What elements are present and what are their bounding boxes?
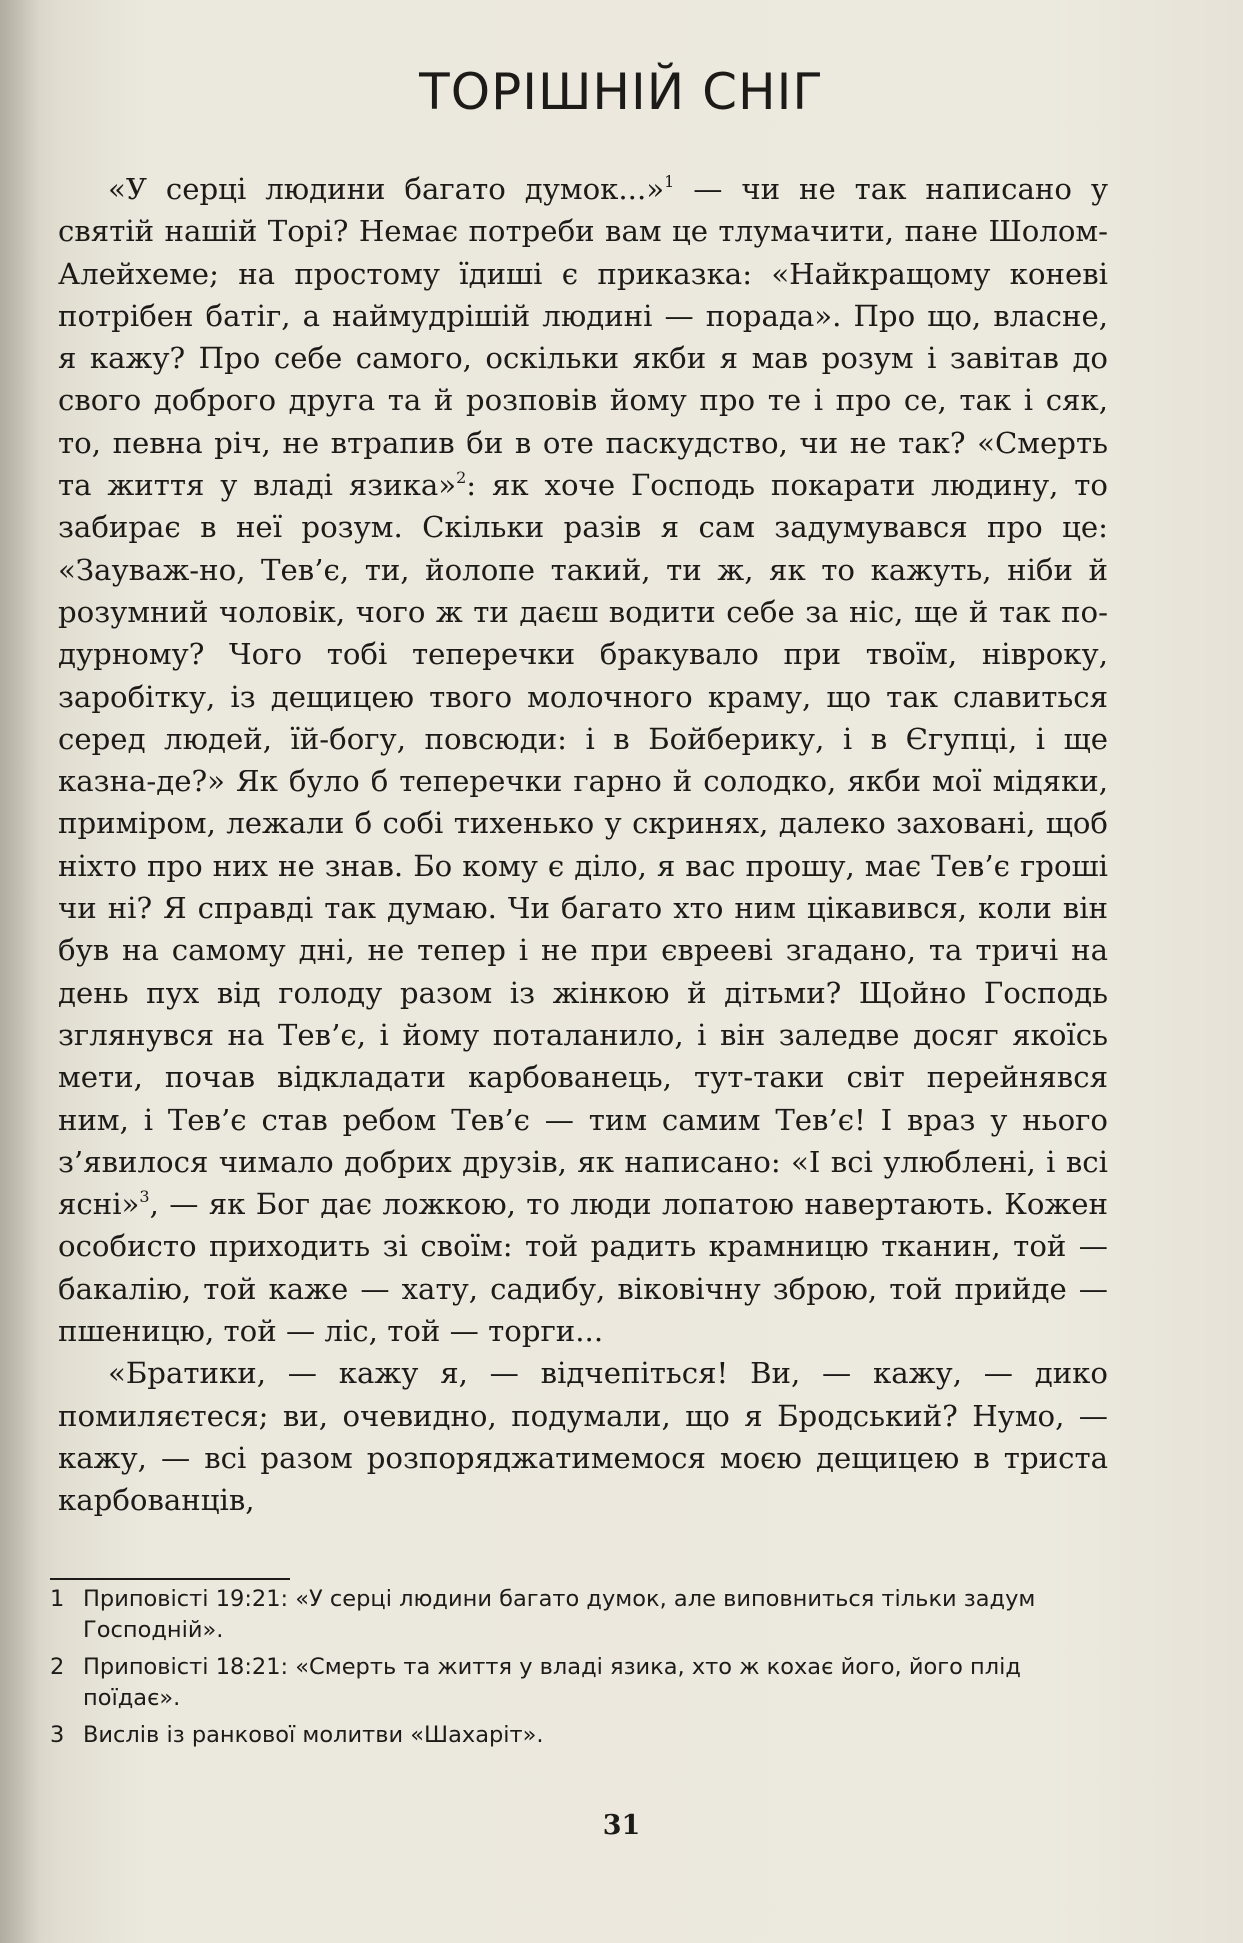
footnote-separator	[50, 1578, 290, 1580]
text-segment: — чи не так написано у святій нашій Торі? Немає потреби вам це тлумачити, пане Шолом-Алейхеме; на простому їдиші є приказка: «Найкращому коневі потрібен батіг, а наймудрішій людині — порада». Про що, власне, я кажу? Про себе самого, оскільки якби я мав розум і завітав до свого доброго друга та й розповів йому про те і про се, так і сяк, то, певна річ, не втрапив би в оте паскудство, чи не так? «Смерть та життя у владі язика»	[58, 172, 1108, 503]
footnote-text: Вислів із ранкової молитви «Шахаріт».	[83, 1722, 544, 1748]
footnote-number: 1	[50, 1586, 65, 1612]
page-gutter-shadow	[0, 0, 40, 1943]
page-number: 31	[602, 1810, 641, 1841]
footnote	[50, 1720, 1112, 1751]
chapter-title: ТОРІШНІЙ СНІГ	[419, 63, 824, 121]
footnote	[50, 1652, 1112, 1714]
footnote-number: 3	[50, 1722, 65, 1748]
footnote-number: 2	[50, 1654, 65, 1680]
footnote-ref-3: 3	[139, 1187, 150, 1207]
paragraph-1	[58, 168, 1108, 1352]
footnote	[50, 1584, 1112, 1646]
footnote-ref-1: 1	[664, 172, 675, 191]
text-segment: «Братики, — кажу я, — відчепіться! Ви, — кажу, — дико помиляєтеся; ви, очевидно, подумали, що я Бродський? Нумо, — кажу, — всі разом розпоряджатимемося моєю дещицею в триста карбованців,	[58, 1356, 1108, 1518]
body-text	[58, 168, 1108, 1522]
footnote-text: Приповісті 18:21: «Смерть та життя у владі язика, хто ж кохає його, його плід поїдає».	[83, 1654, 1021, 1711]
paragraph-2	[58, 1352, 1108, 1521]
text-segment: , — як Бог дає ложкою, то люди лопатою навертають. Кожен особисто приходить зі своїм: той радить крамницю тканин, той — бакалію, той каже — хату, садибу, віковічну зброю, той прийде — пшеницю, той — ліс, той — торги...	[58, 1187, 1108, 1349]
text-segment: : як хоче Господь покарати людину, то забирає в неї розум. Скільки разів я сам задумувався про це: «Зауваж-но, Тев’є, ти, йолопе такий, ти ж, як то кажуть, ніби й розумний чоловік, чого ж ти даєш водити себе за ніс, ще й так по-дурному? Чого тобі теперечки бракувало при твоїм, нівроку, заробітку, із дещицею твого молочного краму, що так славиться серед людей, їй-богу, повсюди: і в Бойберику, і в Єгупці, і ще казна-де?» Як було б теперечки гарно й солодко, якби мої мідяки, приміром, лежали б собі тихенько у скринях, далеко заховані, щоб ніхто про них не знав. Бо кому є діло, я вас прошу, має Тев’є гроші чи ні? Я справді так думаю. Чи багато хто ним цікавився, коли він був на самому дні, не тепер і не при єврееві згадано, та тричі на день пух від голоду разом із жінкою й дітьми? Щойно Господь зглянувся на Тев’є, і йому поталанило, і він заледве досяг якоїсь мети, почав відкладати карбованець, тут-таки світ перейнявся ним, і Тев’є став ребом Тев’є — тим самим Тев’є! І враз у нього з’явилося чимало добрих друзів, як написано: «І всі улюблені, і всі ясні»	[58, 468, 1108, 1222]
footnote-text: Приповісті 19:21: «У серці людини багато думок, але виповниться тільки задум Господній».	[83, 1586, 1036, 1643]
footnote-ref-2: 2	[456, 468, 467, 488]
text-segment: «У серці людини багато думок...»	[108, 172, 665, 206]
footnotes	[50, 1584, 1112, 1757]
